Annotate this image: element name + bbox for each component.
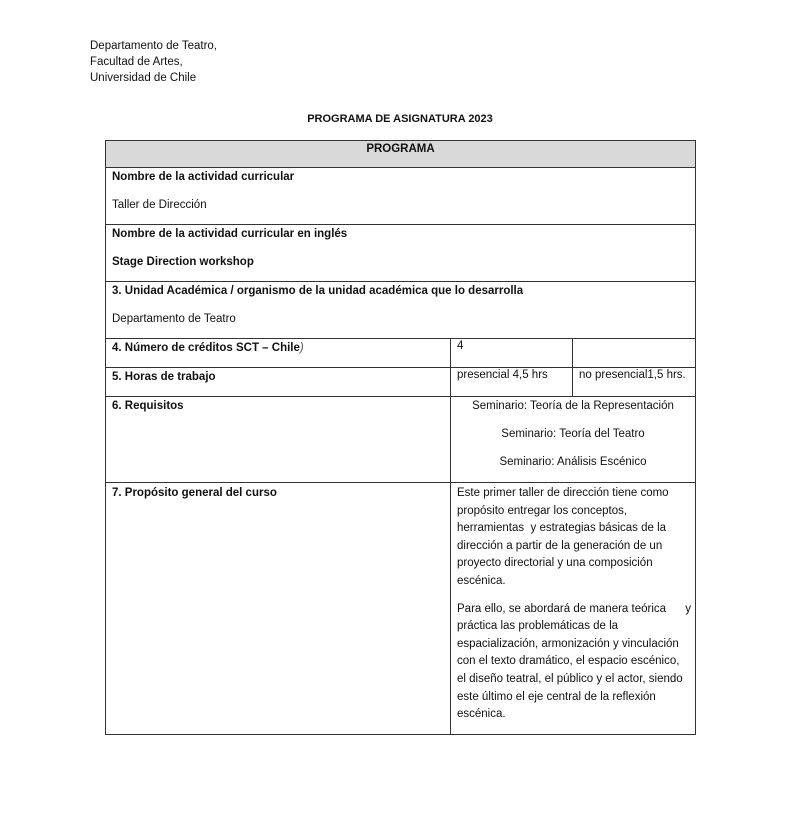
text-line: herramientas y estrategias básicas de la <box>457 522 667 535</box>
requisito-item: Seminario: Teoría de la Representación <box>472 400 674 412</box>
nombre-ingles-value: Stage Direction workshop <box>112 256 254 268</box>
creditos-label: 4. Número de créditos SCT – Chile <box>112 342 300 354</box>
text-line: escénica. <box>457 574 506 587</box>
document-title: PROGRAMA DE ASIGNATURA 2023 <box>307 113 493 125</box>
unidad-value: Departamento de Teatro <box>112 313 236 325</box>
programa-header-row <box>106 141 696 168</box>
text-line: este último el eje central de la reflexión <box>457 690 656 703</box>
proposito-label: 7. Propósito general del curso <box>112 487 277 499</box>
row-requisitos <box>106 397 696 483</box>
text-line: con el texto dramático, el espacio escénico, <box>457 655 680 668</box>
text-line: escénica. <box>457 708 506 721</box>
proposito-text <box>451 483 696 735</box>
requisito-item: Seminario: Teoría del Teatro <box>501 428 645 440</box>
row-unidad <box>106 282 696 339</box>
horas-label: 5. Horas de trabajo <box>112 371 216 383</box>
nombre-ingles-label: Nombre de la actividad curricular en inglés <box>112 228 348 240</box>
proposito-paragraph-1 <box>457 485 689 591</box>
nombre-label: Nombre de la actividad curricular <box>112 171 295 183</box>
document-header <box>90 38 217 86</box>
requisito-item: Seminario: Análisis Escénico <box>499 456 647 468</box>
header-line-faculty: Facultad de Artes, <box>90 56 183 68</box>
horas-no-presencial: no presencial1,5 hrs. <box>573 368 696 397</box>
creditos-value: 4 <box>451 339 573 368</box>
unidad-label: 3. Unidad Académica / organismo de la unidad académica que lo desarrolla <box>112 285 524 297</box>
horas-presencial: presencial 4,5 hrs <box>451 368 573 397</box>
text-line: dirección a partir de la generación de un <box>457 539 663 552</box>
row-nombre <box>106 168 696 225</box>
row-creditos <box>106 339 696 368</box>
requisitos-label: 6. Requisitos <box>112 400 184 412</box>
nombre-value: Taller de Dirección <box>112 199 207 211</box>
text-line: el diseño teatral, el público y el actor, siendo <box>457 672 683 685</box>
row-proposito <box>106 483 696 735</box>
creditos-extra <box>573 339 696 368</box>
row-nombre-ingles <box>106 225 696 282</box>
programa-header: PROGRAMA <box>106 141 696 168</box>
text-line: Para ello, se abordará de manera teórica y <box>457 602 691 615</box>
row-horas <box>106 368 696 397</box>
text-line: práctica las problemáticas de la <box>457 620 619 633</box>
text-line: espacialización, armonización y vinculación <box>457 637 679 650</box>
requisitos-list <box>451 397 696 483</box>
text-line: propósito entregar los conceptos, <box>457 504 628 517</box>
program-table <box>105 140 696 735</box>
text-line: proyecto directorial y una composición <box>457 557 653 570</box>
header-line-department: Departamento de Teatro, <box>90 40 218 52</box>
creditos-label-suffix: ) <box>299 342 304 354</box>
proposito-paragraph-2 <box>457 601 689 724</box>
header-line-university: Universidad de Chile <box>90 72 197 84</box>
text-line: Este primer taller de dirección tiene como <box>457 487 669 499</box>
